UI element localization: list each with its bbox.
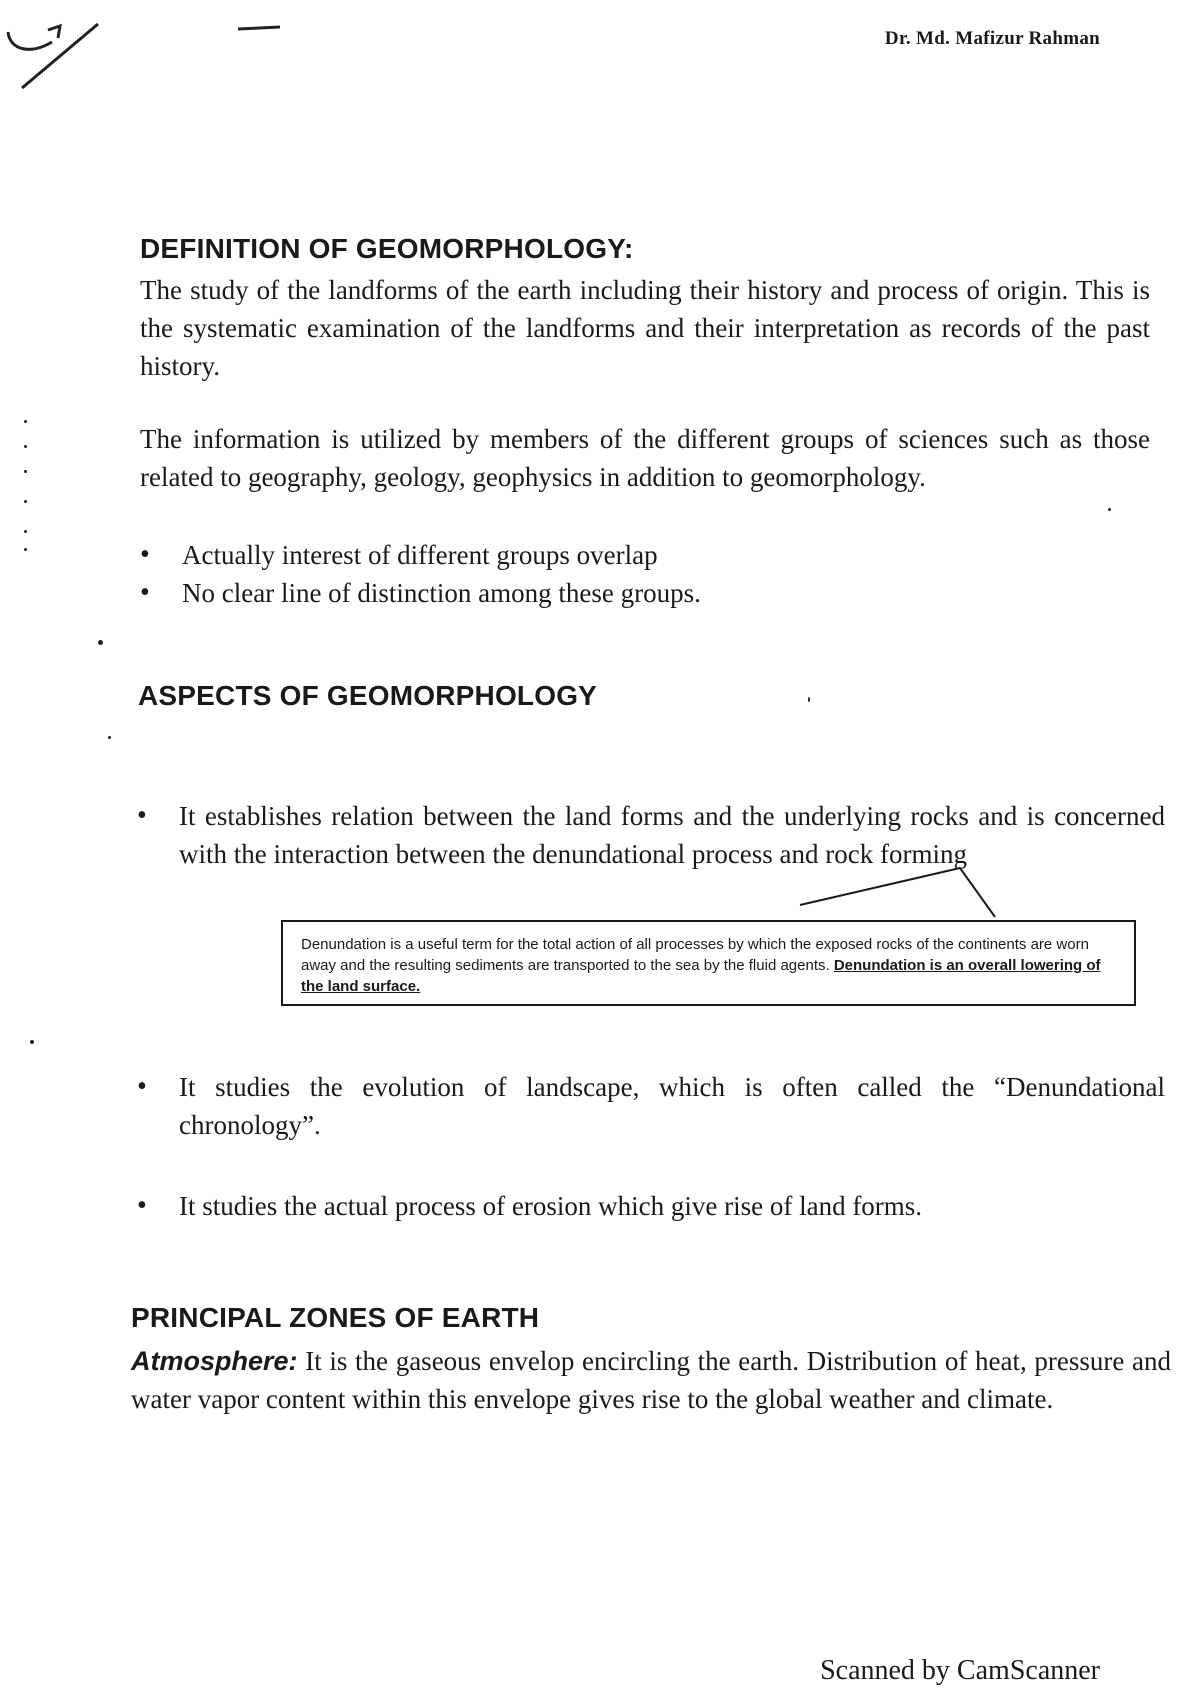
- scan-speck: [24, 530, 27, 533]
- scan-speck: [24, 548, 27, 551]
- scan-speck: [24, 470, 27, 473]
- atmosphere-term: Atmosphere:: [131, 1346, 298, 1376]
- note-text: Denundation is a useful term for the total action of all processes by which the exposed rocks of the continents are worn away and the resulting sediments are transported to the sea by the fluid agents.: [301, 936, 1089, 974]
- note-emphasis: Denundation is an overall lowering of the land surface.: [301, 957, 1101, 995]
- atmosphere-paragraph: [131, 1342, 1171, 1418]
- atmosphere-text: It is the gaseous envelop encircling the earth. Distribution of heat, pressure and water vapor content within this envelope gives rise to the global weather and climate.: [131, 1346, 1171, 1414]
- list-item: • It studies the actual process of erosion which give rise of land forms.: [137, 1187, 1165, 1225]
- aspects-bullet-list-2: [137, 1068, 1165, 1144]
- list-item: • It establishes relation between the land forms and the underlying rocks and is concerned with the interaction between the denundational process and rock forming: [137, 797, 1165, 873]
- denudation-note-box: [281, 920, 1136, 1006]
- aspects-bullet-list-3: [137, 1187, 1165, 1225]
- scan-speck: [24, 445, 27, 448]
- list-item: • Actually interest of different groups overlap: [140, 536, 1150, 574]
- author-name: Dr. Md. Mafizur Rahman: [884, 28, 1100, 49]
- scanner-watermark: Scanned by CamScanner: [820, 1655, 1100, 1686]
- list-item: • It studies the evolution of landscape, which is often called the “Denundational chronology”.: [137, 1068, 1165, 1144]
- scan-speck: [98, 640, 103, 645]
- zones-heading: PRINCIPAL ZONES OF EARTH: [131, 1302, 540, 1333]
- scan-speck: [24, 500, 27, 503]
- scan-speck: [1108, 508, 1111, 511]
- definition-paragraph: The study of the landforms of the earth including their history and process of origin. This is the systematic examination of the landforms and their interpretation as records of the past history.: [140, 275, 1150, 381]
- definition-heading: DEFINITION OF GEOMORPHOLOGY:: [140, 233, 634, 264]
- list-item: • No clear line of distinction among these groups.: [140, 574, 1150, 612]
- aspects-heading: ASPECTS OF GEOMORPHOLOGY: [138, 680, 598, 711]
- scan-speck: [30, 1040, 34, 1044]
- information-paragraph: The information is utilized by members of the different groups of sciences such as those related to geography, geology, geophysics in addition to geomorphology.: [140, 424, 1150, 492]
- scan-speck: [24, 420, 27, 423]
- scan-speck: [808, 697, 810, 702]
- scan-speck: [108, 736, 111, 739]
